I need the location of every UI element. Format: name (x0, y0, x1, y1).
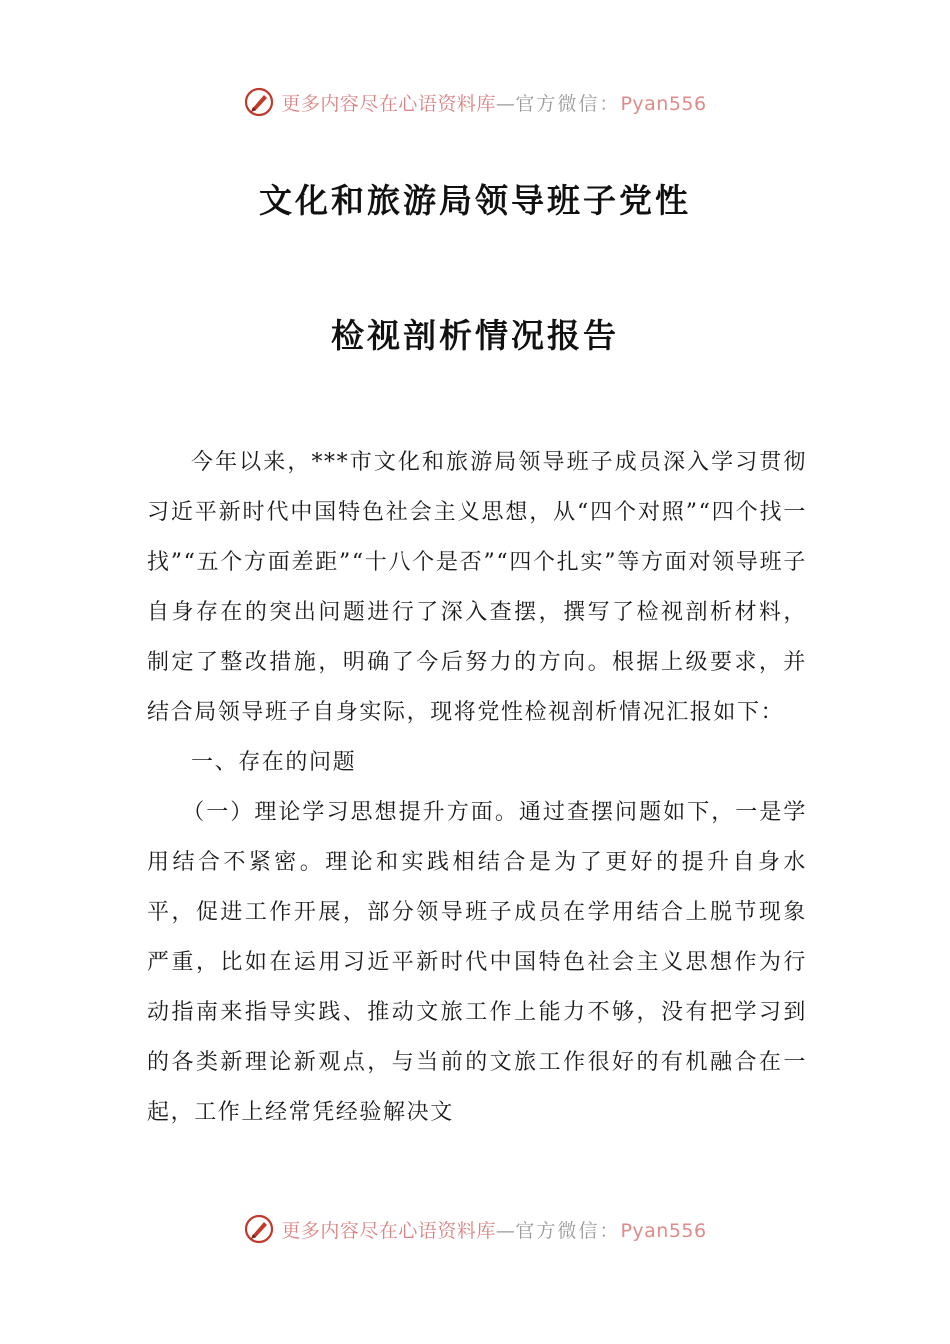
section-heading-problems: 一、存在的问题 (191, 750, 357, 775)
watermark-text: 更多内容尽在心语资料库—官方微信：Pyan556 (281, 92, 707, 115)
pen-logo-icon (243, 1213, 275, 1245)
pen-logo-icon (243, 86, 275, 118)
subsection-paragraph-theory: （一）理论学习思想提升方面。通过查摆问题如下，一是学用结合不紧密。理论和实践相结合是为了更好的提升自身水平，促进工作开展，部分领导班子成员在学用结合上脱节现象严重，比如在运用习近平新时代中国特色社会主义思想作为行动指南来指导实践、推动文旅工作上能力不够，没有把学习到的各类新理论新观点，与当前的文旅工作很好的有机融合在一起，工作上经常凭经验解决文 (147, 800, 807, 1125)
watermark-banner-top (0, 82, 950, 122)
watermark-banner-bottom (0, 1209, 950, 1249)
watermark-text: 更多内容尽在心语资料库—官方微信：Pyan556 (281, 1219, 707, 1242)
intro-paragraph: 今年以来，***市文化和旅游局领导班子成员深入学习贯彻习近平新时代中国特色社会主义思想，从“四个对照”“四个找一找”“五个方面差距”“十八个是否”“四个扎实”等方面对领导班子自身存在的突出问题进行了深入查摆，撰写了检视剖析材料，制定了整改措施，明确了今后努力的方向。根据上级要求，并结合局领导班子自身实际，现将党性检视剖析情况汇报如下： (147, 450, 807, 725)
document-title-line1: 文化和旅游局领导班子党性 (259, 181, 691, 220)
document-title-line2: 检视剖析情况报告 (331, 316, 619, 355)
document-body (147, 438, 807, 1138)
